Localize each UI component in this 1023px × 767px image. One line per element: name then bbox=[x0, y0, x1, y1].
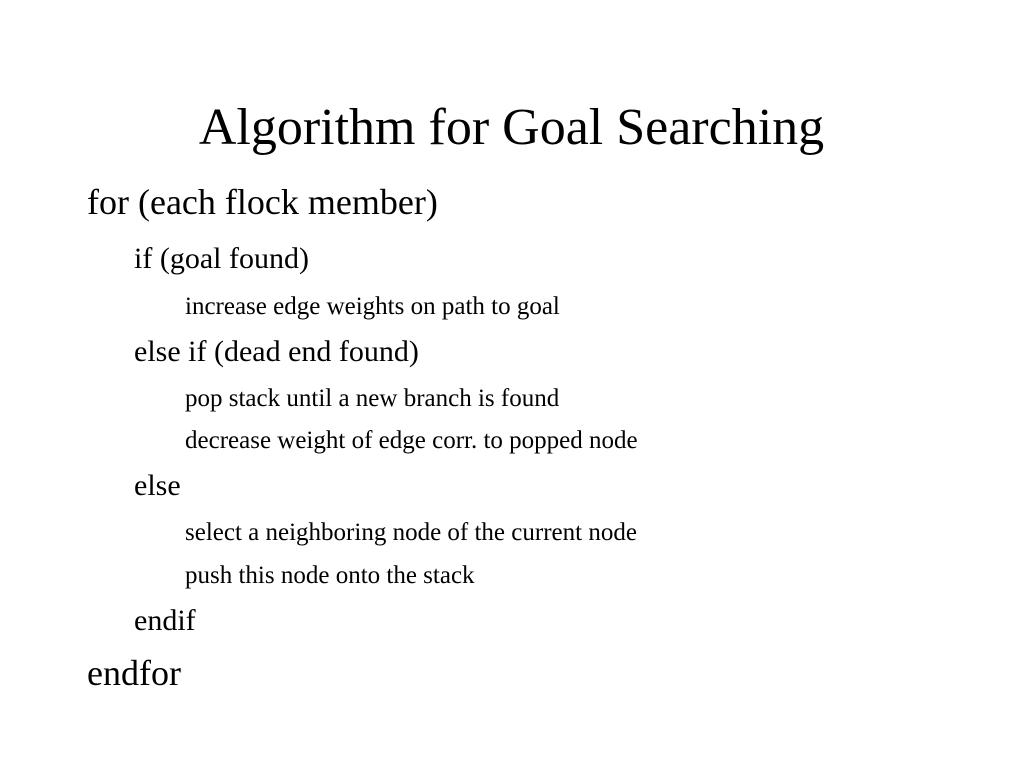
pseudocode-line: if (goal found) bbox=[134, 242, 309, 275]
pseudocode-line: select a neighboring node of the current node bbox=[185, 519, 637, 546]
pseudocode-line: endif bbox=[134, 604, 196, 637]
pseudocode-line: decrease weight of edge corr. to popped node bbox=[185, 427, 638, 454]
pseudocode-line: for (each flock member) bbox=[87, 182, 438, 222]
pseudocode-line: else bbox=[134, 469, 181, 502]
pseudocode-line: pop stack until a new branch is found bbox=[185, 385, 560, 412]
slide-title: Algorithm for Goal Searching bbox=[198, 99, 825, 156]
pseudocode-line: endfor bbox=[87, 653, 181, 693]
pseudocode-line: else if (dead end found) bbox=[134, 335, 419, 368]
pseudocode-line: increase edge weights on path to goal bbox=[185, 293, 560, 320]
pseudocode-line: push this node onto the stack bbox=[185, 562, 475, 589]
